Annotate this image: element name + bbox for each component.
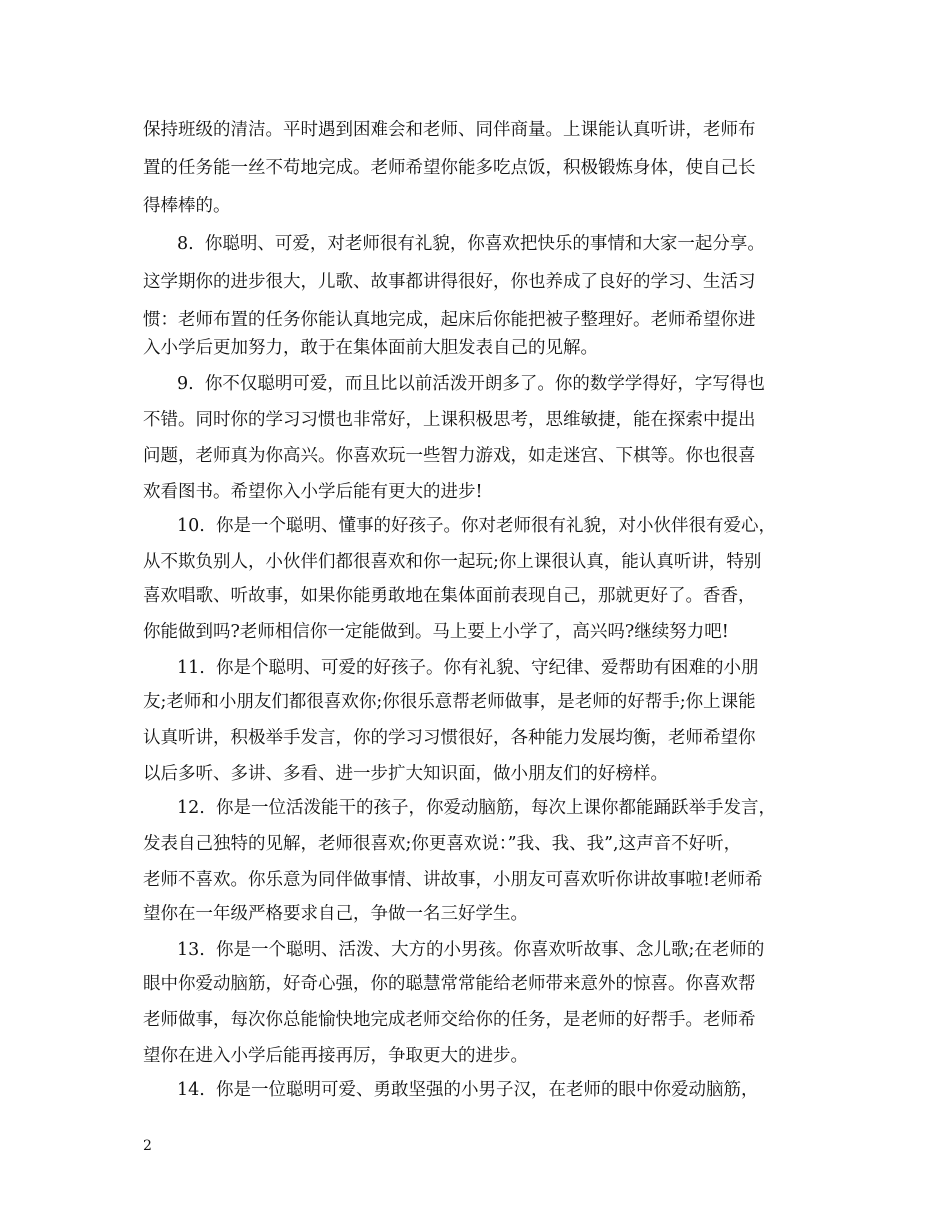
text-line: 惯：老师布置的任务你能认真地完成，起床后你能把被子整理好。老师希望你进 [143,310,756,330]
text-line: 喜欢唱歌、听故事，如果你能勇敢地在集体面前表现自己，那就更好了。香香， [143,586,756,606]
text-line: 从不欺负别人，小伙伴们都很喜欢和你一起玩;你上课很认真，能认真听讲，特别 [143,552,762,572]
text-line: 老师做事，每次你总能愉快地完成老师交给你的任务，是老师的好帮手。老师希 [143,1010,756,1030]
text-line: 不错。同时你的学习习惯也非常好，上课积极思考，思维敏捷，能在探索中提出 [143,410,756,430]
page-number: 2 [143,1138,152,1154]
text-line: 问题，老师真为你高兴。你喜欢玩一些智力游戏，如走迷宫、下棋等。你也很喜 [143,446,756,466]
text-line: 你能做到吗?老师相信你一定能做到。马上要上小学了，高兴吗?继续努力吧! [143,622,729,642]
text-line: 置的任务能一丝不苟地完成。老师希望你能多吃点饭，积极锻炼身体，使自己长 [143,158,756,178]
text-line: 眼中你爱动脑筋，好奇心强，你的聪慧常常能给老师带来意外的惊喜。你喜欢帮 [143,974,756,994]
text-line: 老师不喜欢。你乐意为同伴做事情、讲故事，小朋友可喜欢听你讲故事啦!老师希 [143,870,763,890]
paragraph-first-line: 13. 你是一个聪明、活泼、大方的小男孩。你喜欢听故事、念儿歌;在老师的 [177,940,765,960]
paragraph-first-line: 14. 你是一位聪明可爱、勇敢坚强的小男子汉，在老师的眼中你爱动脑筋， [177,1080,759,1100]
paragraph-first-line: 9. 你不仅聪明可爱，而且比以前活泼开朗多了。你的数学学得好，字写得也 [177,374,765,394]
paragraph-first-line: 8. 你聪明、可爱，对老师很有礼貌，你喜欢把快乐的事情和大家一起分享。 [177,234,765,254]
paragraph-first-line: 11. 你是个聪明、可爱的好孩子。你有礼貌、守纪律、爱帮助有困难的小朋 [177,658,759,678]
text-line: 欢看图书。希望你入小学后能有更大的进步! [143,482,483,502]
text-line: 发表自己独特的见解，老师很喜欢;你更喜欢说：”我、我、我”,这声音不好听， [143,834,742,854]
text-line: 得棒棒的。 [143,196,231,216]
text-line: 这学期你的进步很大，儿歌、故事都讲得很好，你也养成了良好的学习、生活习 [143,272,756,292]
paragraph-first-line: 10. 你是一个聪明、懂事的好孩子。你对老师很有礼貌，对小伙伴很有爱心， [177,516,776,536]
text-line: 望你在进入小学后能再接再厉，争取更大的进步。 [143,1046,528,1066]
text-line: 保持班级的清洁。平时遇到困难会和老师、同伴商量。上课能认真听讲，老师布 [143,120,756,140]
text-line: 以后多听、多讲、多看、进一步扩大知识面，做小朋友们的好榜样。 [143,764,668,784]
text-line: 认真听讲，积极举手发言，你的学习习惯很好，各种能力发展均衡，老师希望你 [143,728,756,748]
text-line: 入小学后更加努力，敢于在集体面前大胆发表自己的见解。 [143,338,598,358]
text-line: 望你在一年级严格要求自己，争做一名三好学生。 [143,904,528,924]
text-line: 友;老师和小朋友们都很喜欢你;你很乐意帮老师做事，是老师的好帮手;你上课能 [143,692,756,712]
paragraph-first-line: 12. 你是一位活泼能干的孩子，你爱动脑筋，每次上课你都能踊跃举手发言， [177,798,776,818]
